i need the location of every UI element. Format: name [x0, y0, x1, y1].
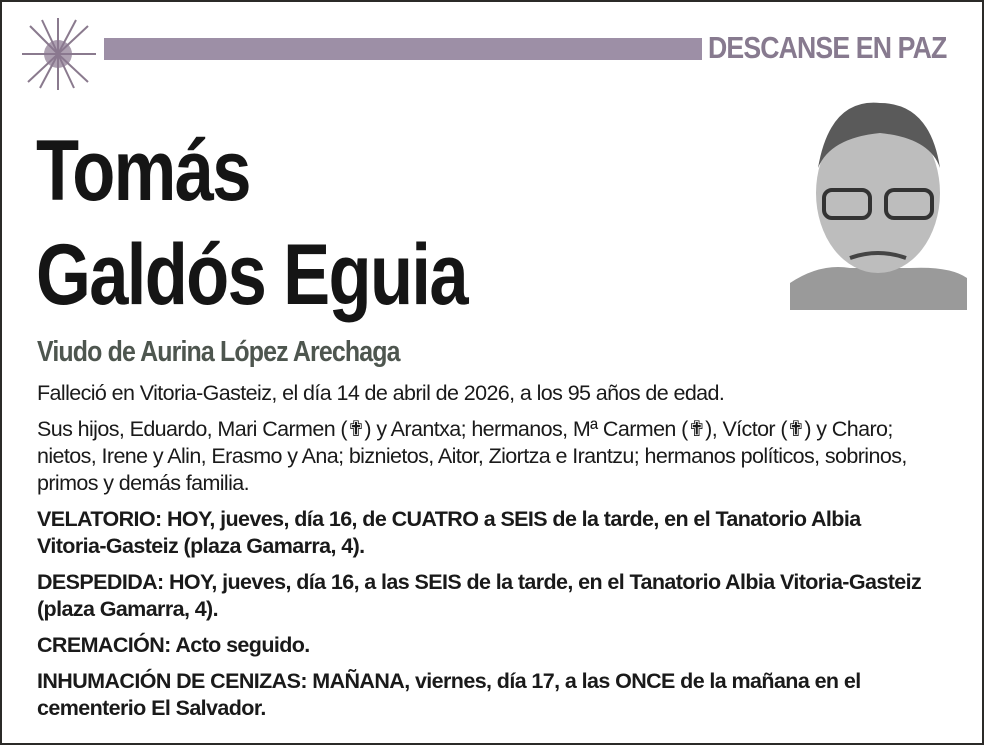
death-notice: Falleció en Vitoria-Gasteiz, el día 14 de abril de 2026, a los 95 años de edad.: [37, 381, 725, 405]
portrait-photo: [790, 98, 967, 310]
velatorio-info: VELATORIO: HOY, jueves, día 16, de CUATRO a SEIS de la tarde, en el Tanatorio Albia Vitoria-Gasteiz (plaza Gamarra, 4).: [37, 507, 861, 558]
header-label: DESCANSE EN PAZ: [708, 30, 947, 65]
obituary-body: [37, 380, 937, 731]
family-list: Sus hijos, Eduardo, Mari Carmen (✟) y Arantxa; hermanos, Mª Carmen (✟), Víctor (✟) y Charo; nietos, Irene y Alin, Erasmo y Ana; biznietos, Aitor, Ziortza e Irantzu; hermanos políticos, sobrinos, primos y demás familia.: [37, 417, 907, 495]
widow-subtitle: Viudo de Aurina López Arechaga: [37, 336, 400, 368]
cremacion-info: CREMACIÓN: Acto seguido.: [37, 633, 310, 657]
flower-icon: [16, 14, 100, 94]
inhumacion-info: INHUMACIÓN DE CENIZAS: MAÑANA, viernes, día 17, a las ONCE de la mañana en el cementerio El Salvador.: [37, 669, 861, 720]
deceased-first-name: Tomás: [36, 123, 250, 219]
header-bar: [104, 38, 702, 60]
deceased-surnames: Galdós Eguia: [36, 227, 467, 323]
despedida-info: DESPEDIDA: HOY, jueves, día 16, a las SEIS de la tarde, en el Tanatorio Albia Vitoria-Gasteiz (plaza Gamarra, 4).: [37, 570, 922, 621]
